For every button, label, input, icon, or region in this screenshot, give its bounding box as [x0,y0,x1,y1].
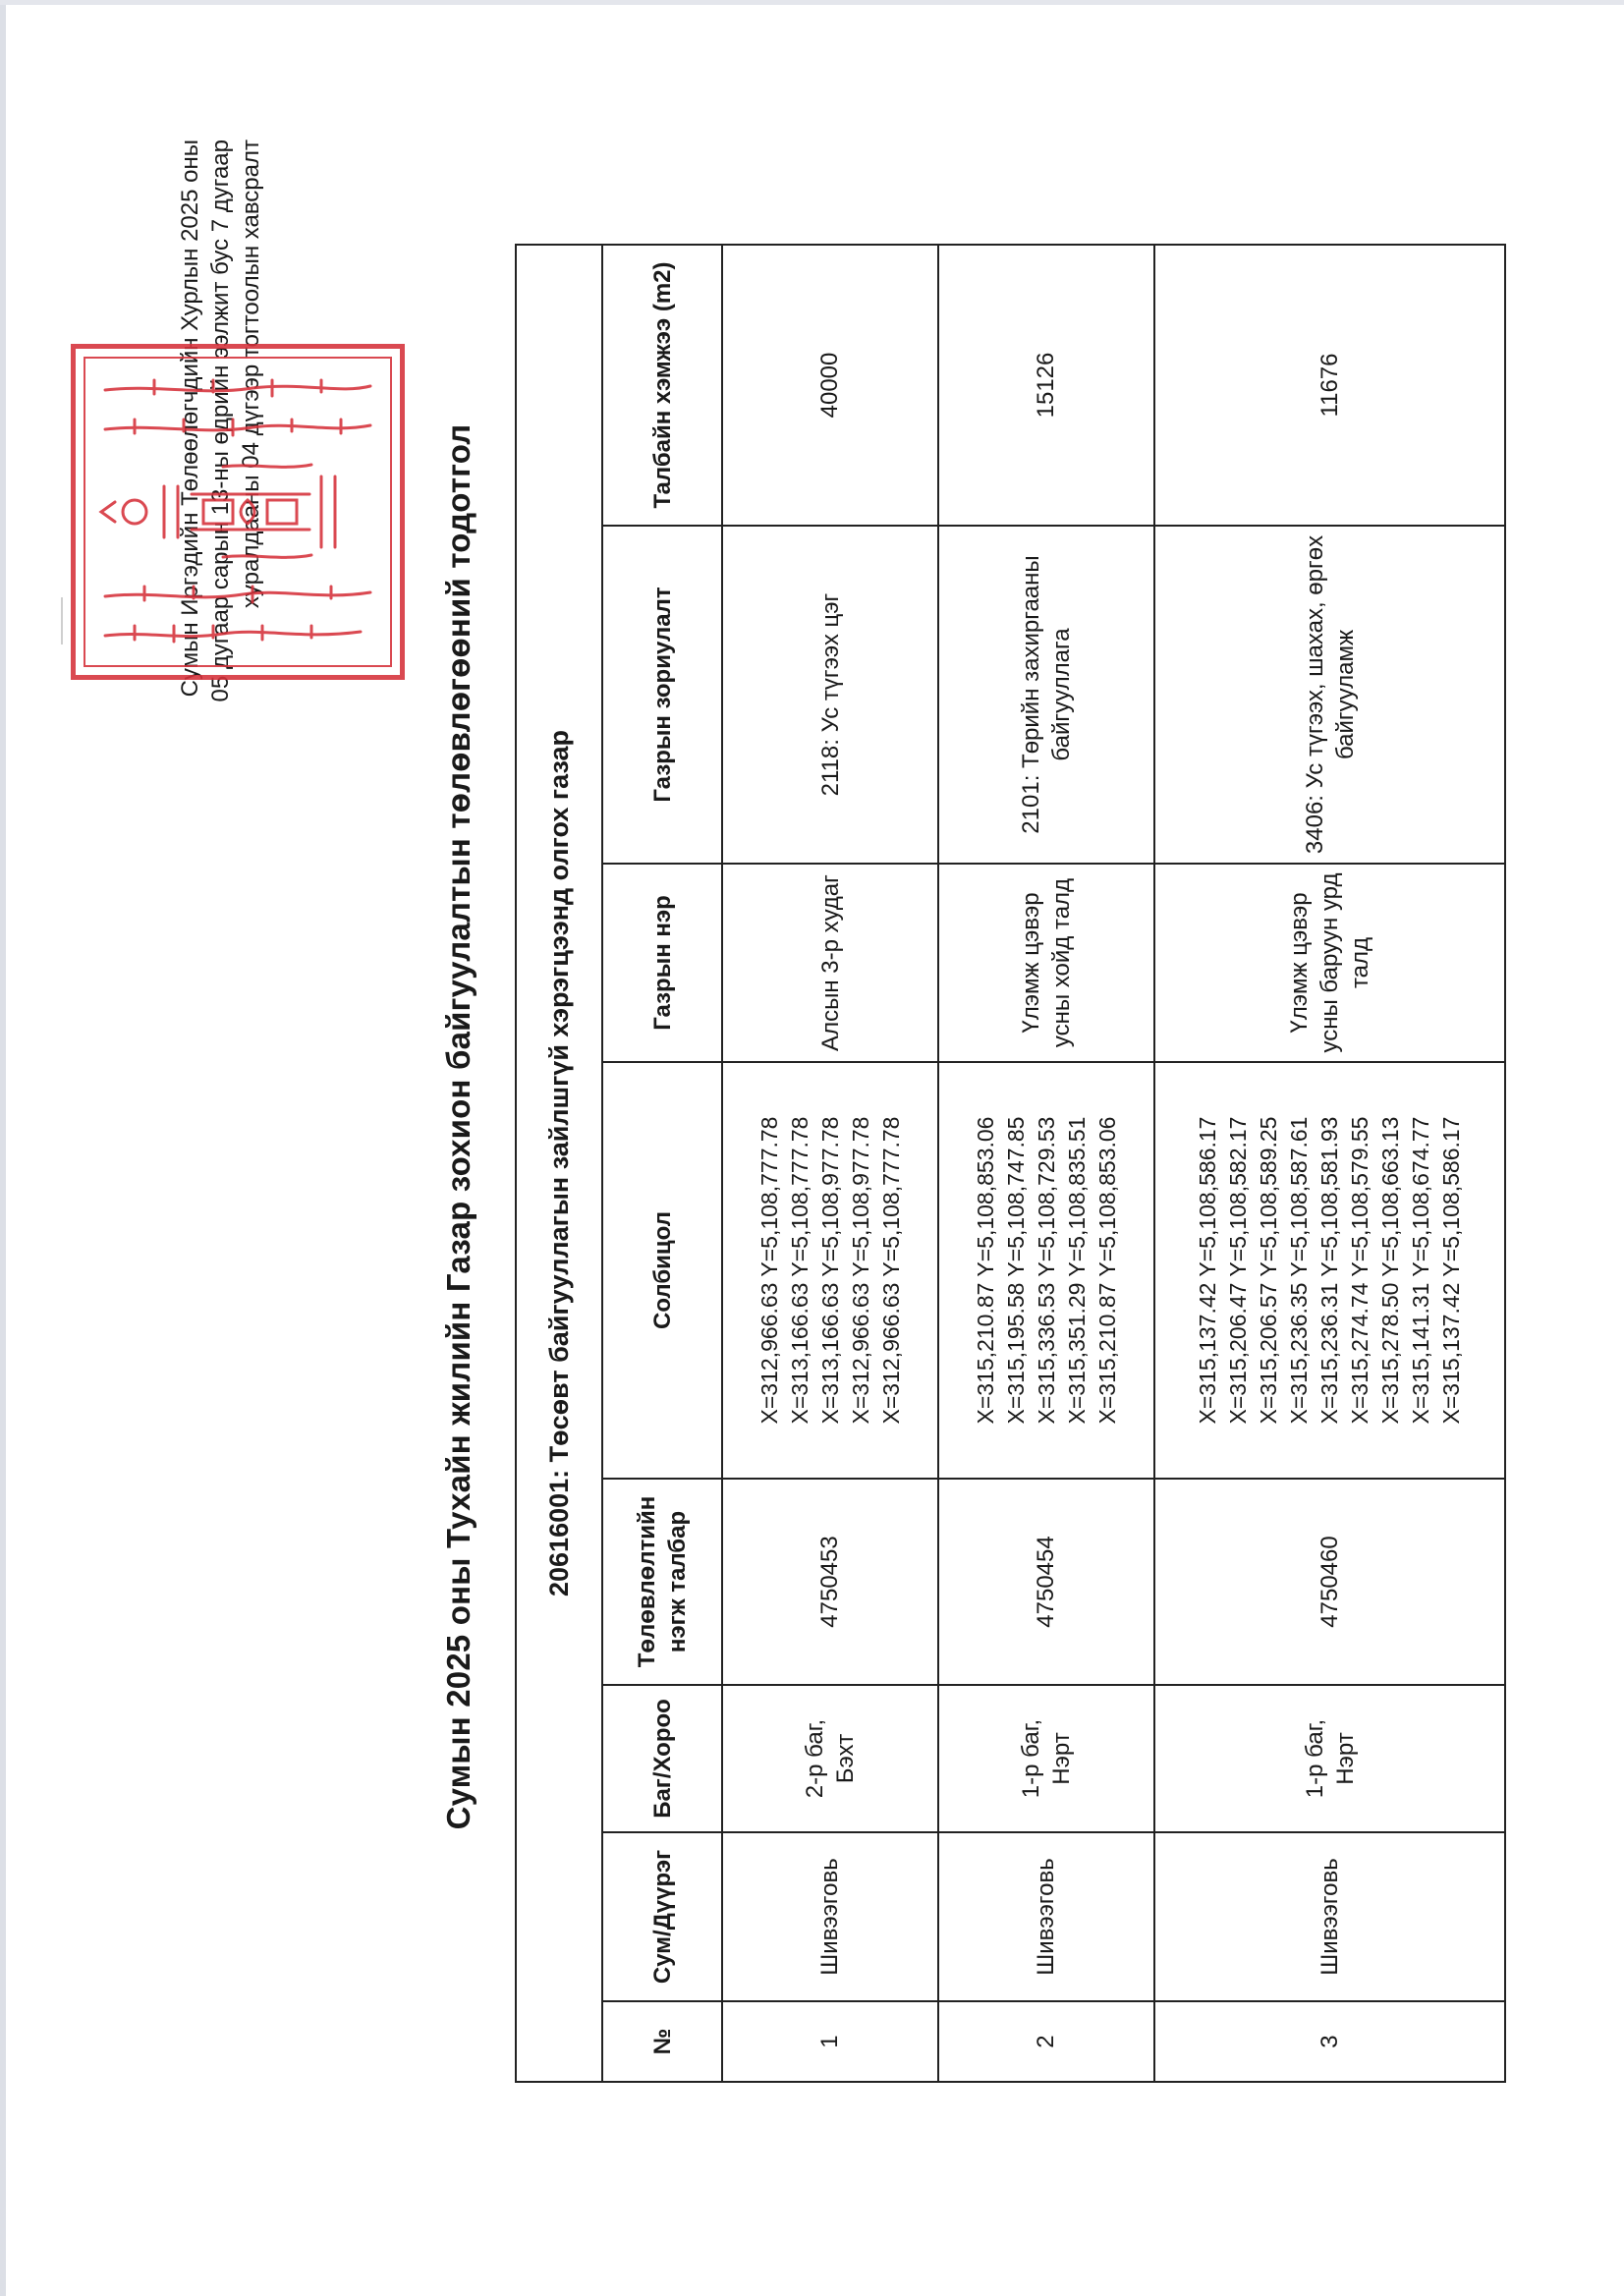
row-area: 15126 [938,245,1154,526]
scan-mark [61,597,63,644]
col-header-coords: Солбицол [602,1062,722,1479]
row-bag: 1-р баг, Нэрт [938,1685,1154,1832]
row-no: 1 [722,2001,938,2082]
coord-line: X=315,206.47 Y=5,108,582.17 [1225,1116,1251,1425]
header-note-line-2: 05 дугаар сарын 13-ны өдрийн ээлжит бус 7 дугаар [207,140,234,702]
row-bag: 2-р баг, Бэхт [722,1685,938,1832]
coord-line: X=315,351.29 Y=5,108,835.51 [1063,1116,1090,1425]
coord-line: X=312,966.63 Y=5,108,977.78 [847,1116,873,1425]
row-sum: Шивээговь [1154,1832,1505,2001]
section-row [516,245,602,2082]
coord-line: X=315,274.74 Y=5,108,579.55 [1347,1116,1372,1425]
coord-line: X=315,278.50 Y=5,108,663.13 [1377,1116,1403,1425]
row-bag: 1-р баг, Нэрт [1154,1685,1505,1832]
coord-line: X=315,236.35 Y=5,108,587.61 [1286,1116,1312,1425]
coord-line: X=313,166.63 Y=5,108,777.78 [786,1116,812,1425]
table-row [722,245,938,2082]
row-purpose: 2118: Ус түгээх цэг [722,526,938,864]
coord-line: X=315,206.57 Y=5,108,589.25 [1256,1116,1281,1425]
row-place: Үлэмж цэвэр усны баруун урд талд [1154,864,1505,1062]
col-header-place: Газрын нэр [602,864,722,1062]
row-purpose: 3406: Ус түгээх, шахах, өргөх байгууламж [1154,526,1505,864]
coord-line: X=315,336.53 Y=5,108,729.53 [1033,1116,1059,1425]
col-header-no: № [602,2001,722,2082]
table-row [1154,245,1505,2082]
row-no: 3 [1154,2001,1505,2082]
seal-emblem-icon [76,349,400,675]
col-header-sum: Сум/Дүүрэг [602,1832,722,2001]
row-area: 40000 [722,245,938,526]
coord-line: X=313,166.63 Y=5,108,977.78 [816,1116,843,1425]
row-area: 11676 [1154,245,1505,526]
section-title: 20616001: Төсөвт байгууллагын зайлшгүй хэрэгцээнд олгох газар [516,245,602,2082]
coord-line: X=315,210.87 Y=5,108,853.06 [1093,1116,1120,1425]
row-sum: Шивээговь [722,1832,938,2001]
land-plan-table [515,244,1506,2083]
row-no: 2 [938,2001,1154,2082]
coord-line: X=312,966.63 Y=5,108,777.78 [877,1116,904,1425]
row-purpose: 2101: Төрийн захиргааны байгууллага [938,526,1154,864]
coord-line: X=312,966.63 Y=5,108,777.78 [756,1116,782,1425]
row-place: Алсын 3-р худаг [722,864,938,1062]
header-row [602,245,722,2082]
coord-line: X=315,236.31 Y=5,108,581.93 [1316,1116,1342,1425]
coord-line: X=315,195.58 Y=5,108,747.85 [1002,1116,1029,1425]
col-header-area: Талбайн хэмжээ (m2) [602,245,722,526]
col-header-unit: Төлөвлөлтийн нэгж талбар [602,1479,722,1685]
coord-line: X=315,137.42 Y=5,108,586.17 [1195,1116,1220,1425]
row-unit: 4750454 [938,1479,1154,1685]
row-unit: 4750453 [722,1479,938,1685]
official-seal [71,344,405,680]
row-coords [938,1062,1154,1479]
page-title: Сумын 2025 оны Тухайн жилийн Газар зохион байгуулалтын төлөвлөгөөний тодотгол [440,423,476,1830]
row-coords [1154,1062,1505,1479]
row-unit: 4750460 [1154,1479,1505,1685]
row-coords [722,1062,938,1479]
coord-line: X=315,137.42 Y=5,108,586.17 [1438,1116,1464,1425]
row-sum: Шивээговь [938,1832,1154,2001]
col-header-bag: Баг/Хороо [602,1685,722,1832]
coord-line: X=315,141.31 Y=5,108,674.77 [1408,1116,1433,1425]
table-row [938,245,1154,2082]
col-header-purpose: Газрын зориулалт [602,526,722,864]
row-place: Үлэмж цэвэр усны хойд талд [938,864,1154,1062]
header-note-line-1: Сумын Иргэдийн Төлөөлөгчдийн Хурлын 2025 оны [177,140,203,698]
coord-line: X=315,210.87 Y=5,108,853.06 [972,1116,998,1425]
header-note-line-3: хуралдааны 04 дүгээр тогтоолын хавсралт [238,140,264,609]
